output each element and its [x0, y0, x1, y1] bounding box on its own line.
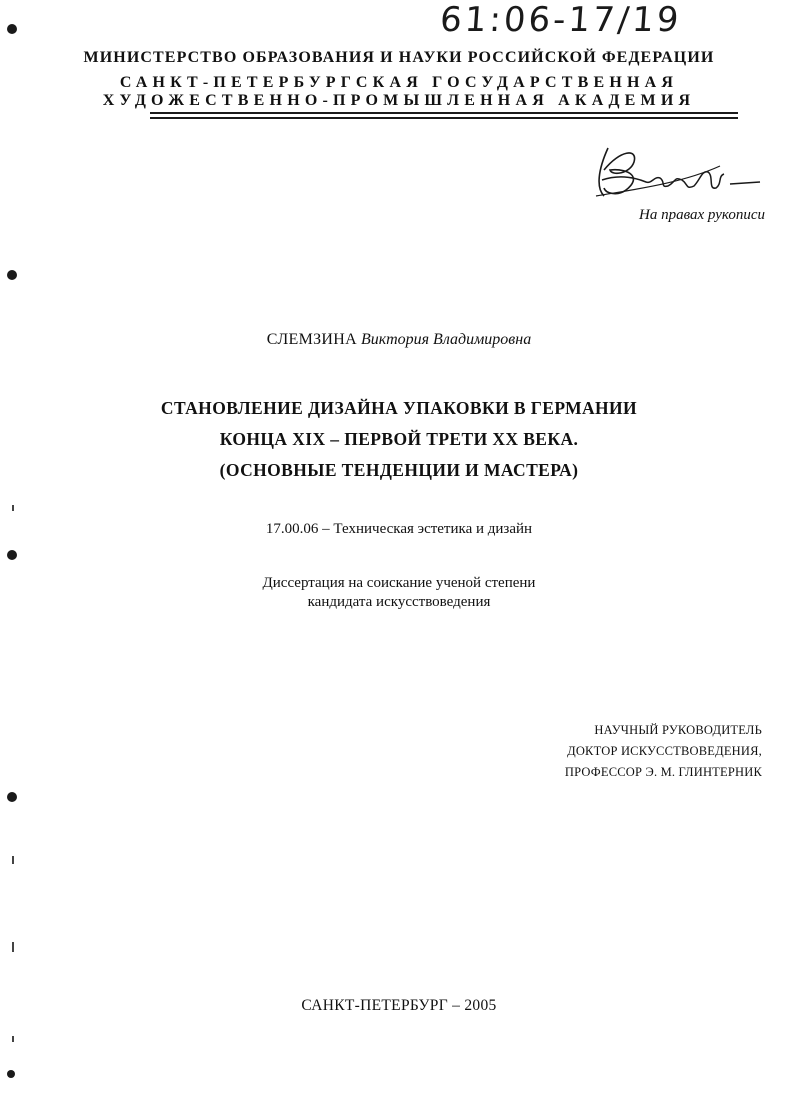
ministry-heading: МИНИСТЕРСТВО ОБРАЗОВАНИЯ И НАУКИ РОССИЙСКОЙ ФЕДЕРАЦИИ	[83, 49, 715, 66]
binder-hole	[7, 1070, 15, 1078]
supervisor-line: НАУЧНЫЙ РУКОВОДИТЕЛЬ	[594, 723, 762, 737]
scan-speck	[12, 856, 14, 864]
dissertation-title	[0, 393, 798, 486]
city-year: САНКТ-ПЕТЕРБУРГ – 2005	[301, 997, 497, 1014]
degree-line: Диссертация на соискание ученой степени	[262, 575, 536, 591]
degree-line: кандидата искусствоведения	[307, 594, 491, 610]
header-rule	[150, 117, 738, 119]
scan-speck	[12, 1036, 14, 1042]
binder-hole	[7, 792, 17, 802]
binder-hole	[7, 270, 17, 280]
supervisor-line: ДОКТОР ИСКУССТВОВЕДЕНИЯ,	[567, 744, 762, 758]
manuscript-note: На правах рукописи	[639, 207, 765, 223]
archive-number: 61:06-17/19	[438, 0, 683, 40]
binder-hole	[7, 24, 17, 34]
title-line: КОНЦА XIX – ПЕРВОЙ ТРЕТИ XX ВЕКА.	[219, 429, 579, 449]
signature	[590, 140, 765, 202]
academy-heading-line1: САНКТ-ПЕТЕРБУРГСКАЯ ГОСУДАРСТВЕННАЯ	[119, 74, 679, 91]
author-surname: СЛЕМЗИНА	[266, 331, 358, 348]
binder-hole	[7, 550, 17, 560]
supervisor-block	[480, 720, 762, 783]
scan-speck	[12, 505, 14, 511]
supervisor-line: ПРОФЕССОР Э. М. ГЛИНТЕРНИК	[564, 765, 762, 779]
degree-statement	[0, 574, 798, 612]
title-line: СТАНОВЛЕНИЕ ДИЗАЙНА УПАКОВКИ В ГЕРМАНИИ	[160, 398, 638, 418]
author-given-names: Виктория Владимировна	[361, 331, 532, 348]
specialty-code: 17.00.06 – Техническая эстетика и дизайн	[265, 521, 533, 537]
author-name	[0, 331, 798, 349]
title-line: (ОСНОВНЫЕ ТЕНДЕНЦИИ И МАСТЕРА)	[219, 460, 579, 480]
header-rule	[150, 112, 738, 114]
academy-heading-line2: ХУДОЖЕСТВЕННО-ПРОМЫШЛЕННАЯ АКАДЕМИЯ	[102, 92, 696, 109]
scan-speck	[12, 942, 14, 952]
